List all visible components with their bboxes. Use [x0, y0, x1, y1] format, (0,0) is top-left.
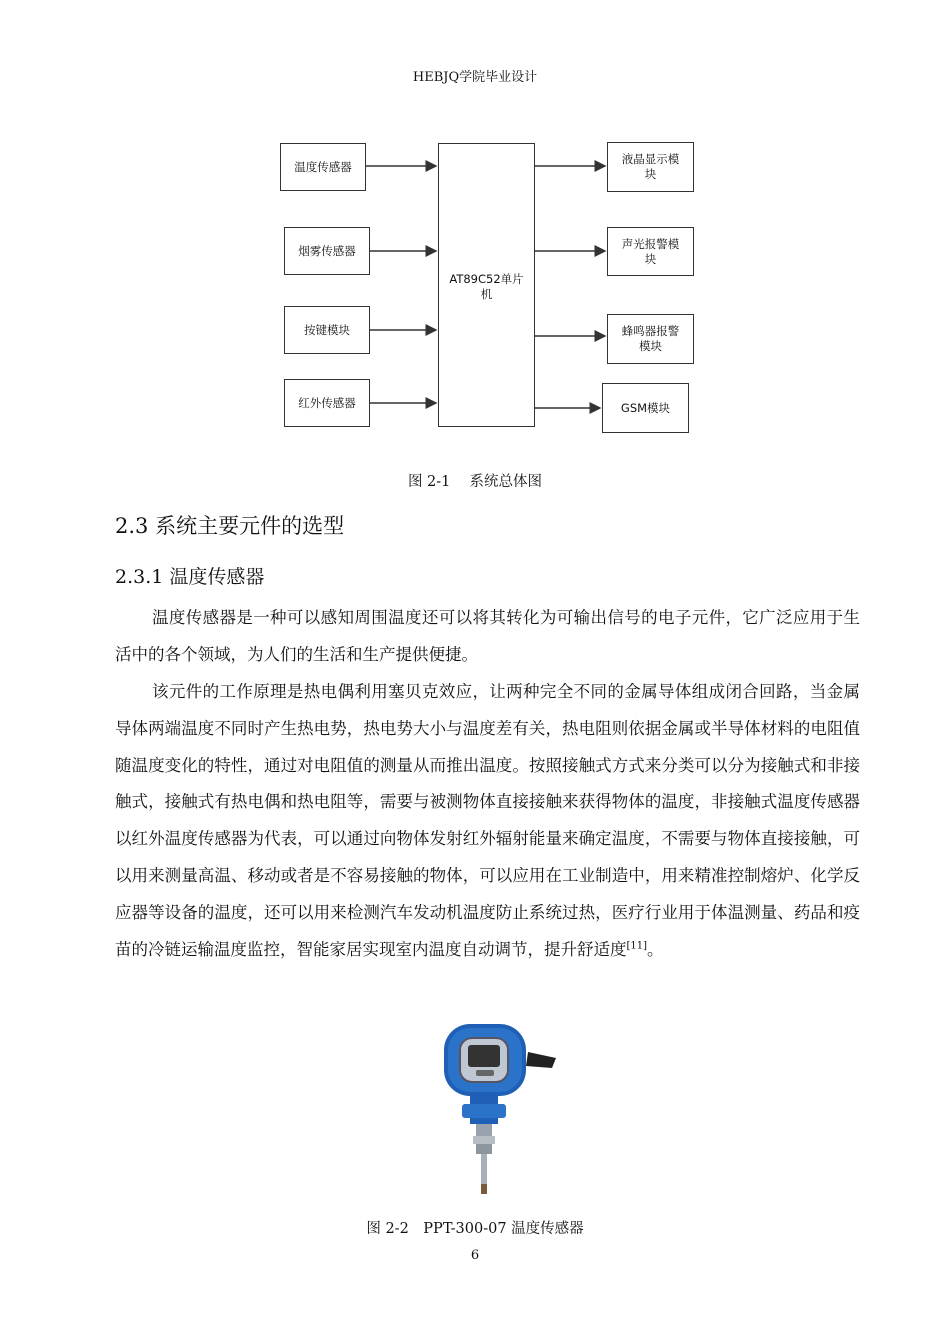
citation-ref: [11]	[626, 940, 648, 952]
section-heading: 2.3 系统主要元件的选型	[115, 514, 345, 538]
input-temperature-sensor: 温度传感器	[280, 143, 366, 191]
mcu-block: AT89C52单片机	[438, 143, 535, 427]
input-infrared-sensor: 红外传感器	[284, 379, 370, 427]
input-smoke-sensor: 烟雾传感器	[284, 227, 370, 275]
temperature-sensor-photo	[440, 1018, 560, 1198]
paragraph-1: 温度传感器是一种可以感知周围温度还可以将其转化为可输出信号的电子元件，它广泛应用于生活中的各个领域，为人们的生活和生产提供便捷。	[115, 608, 860, 664]
figure-2-1-caption: 图 2-1 系统总体图	[407, 474, 543, 490]
figure-2-2-caption: 图 2-2 PPT-300-07 温度传感器	[366, 1221, 584, 1237]
page-number: 6	[470, 1248, 480, 1263]
output-lcd-module: 液晶显示模块	[607, 142, 694, 192]
page-header: HEBJQ学院毕业设计	[412, 70, 538, 85]
output-gsm-module: GSM模块	[602, 383, 689, 433]
input-key-module: 按键模块	[284, 306, 370, 354]
paragraph-2: 该元件的工作原理是热电偶利用塞贝克效应，让两种完全不同的金属导体组成闭合回路，当金属导体两端温度不同时产生热电势，热电势大小与温度差有关，热电阻则依据金属或半导体材料的电阻值随温度变化的特性，通过对电阻值的测量从而推出温度。按照接触式方式来分类可以分为接触式和非接触式，接触式有热电偶和热电阻等，需要与被测物体直接接触来获得物体的温度，非接触式温度传感器以红外温度传感器为代表，可以通过向物体发射红外辐射能量来确定温度，不需要与物体直接接触，可以用来测量高温、移动或者是不容易接触的物体，可以应用在工业制造中，用来精准控制熔炉、化学反应器等设备的温度，还可以用来检测汽车发动机温度防止系统过热，医疗行业用于体温测量、药品和疫苗的冷链运输温度监控，智能家居实现室内温度自动调节，提升舒适度[11]。	[115, 682, 860, 959]
subsection-heading: 2.3.1 温度传感器	[115, 566, 265, 588]
output-sound-light-alarm: 声光报警模块	[607, 227, 694, 276]
output-buzzer-alarm: 蜂鸣器报警模块	[607, 314, 694, 364]
system-block-diagram	[270, 138, 710, 438]
